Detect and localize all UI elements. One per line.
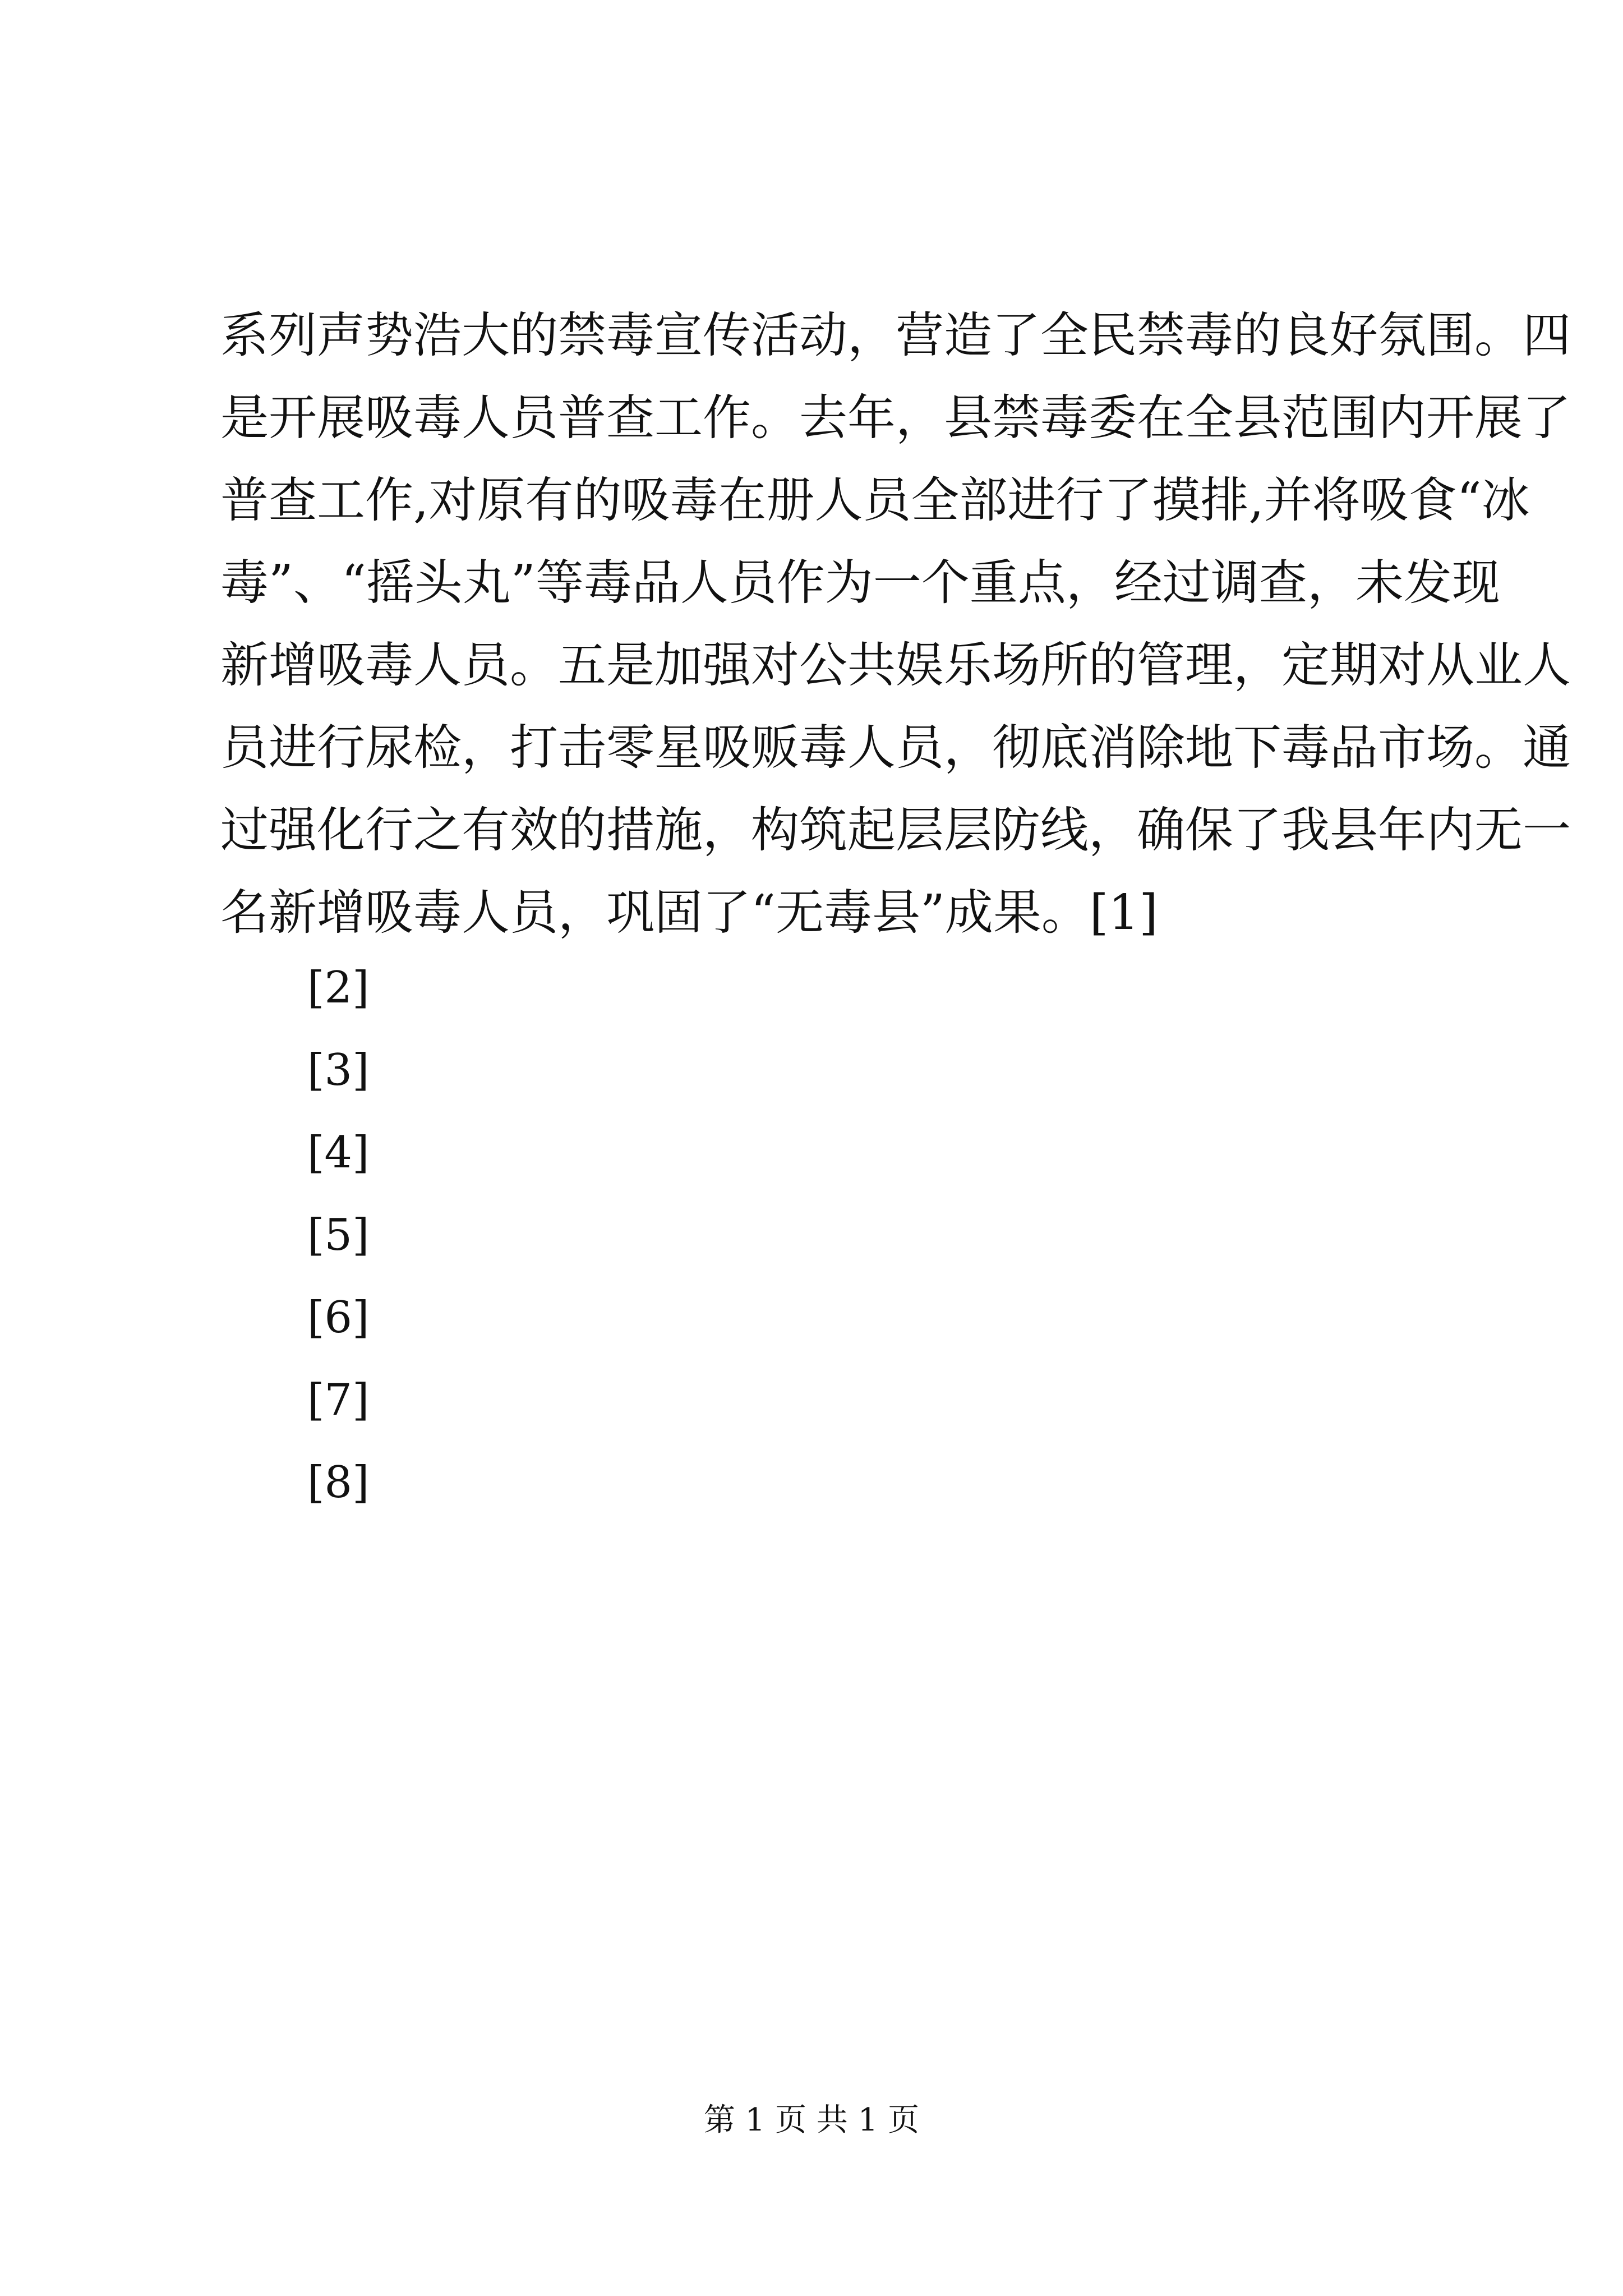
reference-item: [2] [307, 963, 370, 1013]
page-footer: 第 1 页 共 1 页 [703, 2102, 920, 2138]
body-line: 过强化行之有效的措施，构筑起层层防线，确保了我县年内无一 [220, 802, 1571, 858]
reference-item: [8] [307, 1457, 370, 1508]
body-line: 系列声势浩大的禁毒宣传活动，营造了全民禁毒的良好氛围。四 [220, 307, 1571, 364]
reference-item: [6] [307, 1292, 370, 1343]
body-line: 新增吸毒人员。五是加强对公共娱乐场所的管理，定期对从业人 [220, 637, 1571, 693]
body-line: 普查工作,对原有的吸毒在册人员全部进行了摸排,并将吸食“冰 [220, 472, 1530, 528]
reference-item: [5] [307, 1210, 370, 1260]
body-line: 毒”、“摇头丸”等毒品人员作为一个重点，经过调查，未发现 [220, 555, 1500, 611]
reference-item: [3] [307, 1045, 370, 1096]
body-line: 员进行尿检，打击零星吸贩毒人员，彻底消除地下毒品市场。通 [220, 720, 1571, 776]
body-line-last: 名新增吸毒人员，巩固了“无毒县”成果。[1] [220, 885, 1158, 941]
document-body [220, 295, 1571, 954]
reference-item: [7] [307, 1375, 370, 1425]
reference-item: [4] [307, 1128, 370, 1178]
body-line: 是开展吸毒人员普查工作。去年，县禁毒委在全县范围内开展了 [220, 390, 1571, 446]
reference-list [307, 947, 644, 1524]
